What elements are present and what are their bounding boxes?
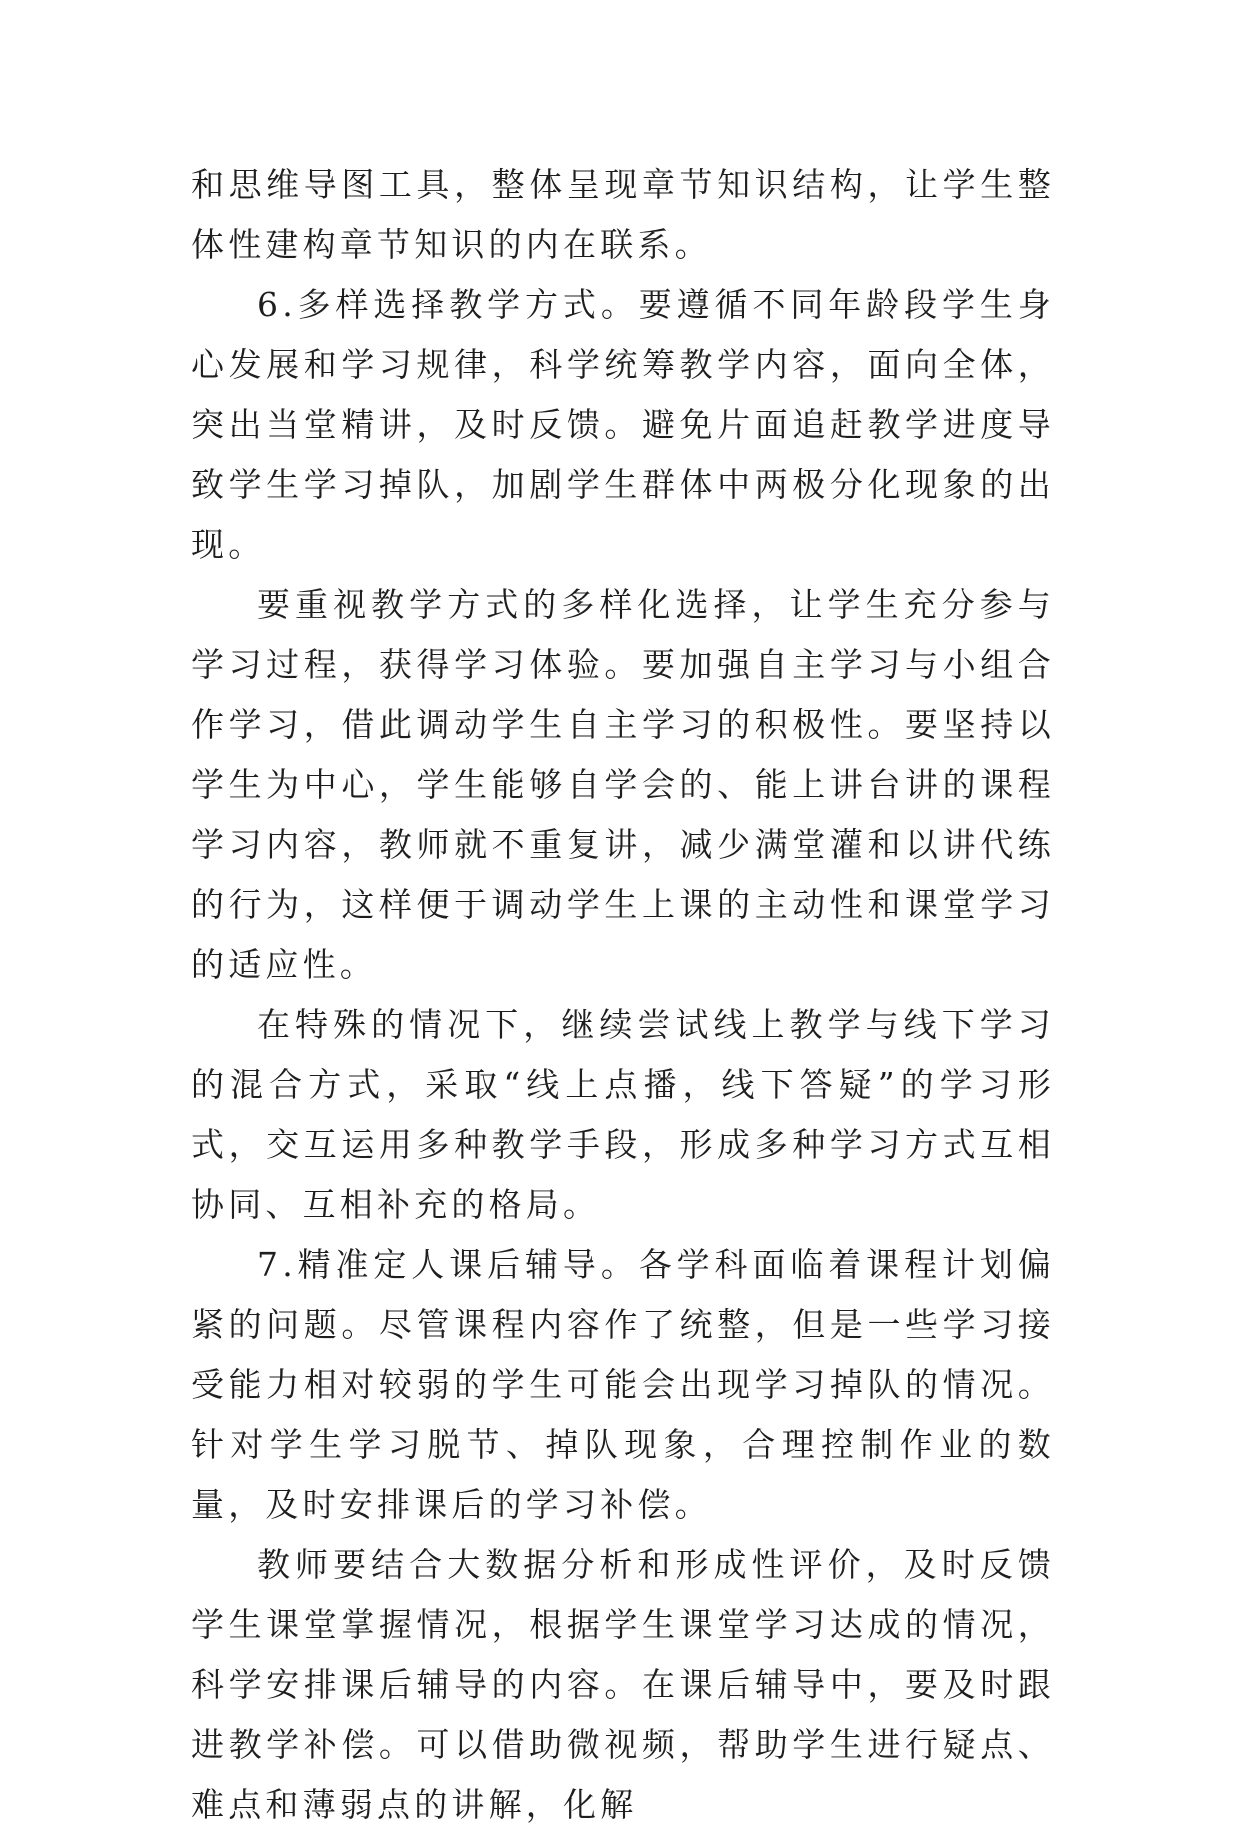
document-body	[191, 155, 1055, 1835]
paragraph-3: 要重视教学方式的多样化选择，让学生充分参与学习过程，获得学习体验。要加强自主学习与小组合作学习，借此调动学生自主学习的积极性。要坚持以学生为中心，学生能够自学会的、能上讲台讲的课程学习内容，教师就不重复讲，减少满堂灌和以讲代练的行为，这样便于调动学生上课的主动性和课堂学习的适应性。	[191, 585, 1055, 984]
paragraph-5: 7.精准定人课后辅导。各学科面临着课程计划偏紧的问题。尽管课程内容作了统整，但是一些学习接受能力相对较弱的学生可能会出现学习掉队的情况。针对学生学习脱节、掉队现象，合理控制作业的数量，及时安排课后的学习补偿。	[191, 1245, 1055, 1524]
paragraph-6: 教师要结合大数据分析和形成性评价，及时反馈学生课堂掌握情况，根据学生课堂学习达成的情况，科学安排课后辅导的内容。在课后辅导中，要及时跟进教学补偿。可以借助微视频，帮助学生进行疑点、难点和薄弱点的讲解，化解	[191, 1545, 1055, 1824]
paragraph-1: 和思维导图工具，整体呈现章节知识结构，让学生整体性建构章节知识的内在联系。	[191, 165, 1055, 264]
paragraph-2: 6.多样选择教学方式。要遵循不同年龄段学生身心发展和学习规律，科学统筹教学内容，面向全体，突出当堂精讲，及时反馈。避免片面追赶教学进度导致学生学习掉队，加剧学生群体中两极分化现象的出现。	[191, 285, 1055, 564]
paragraph-4: 在特殊的情况下，继续尝试线上教学与线下学习的混合方式，采取“线上点播，线下答疑”的学习形式，交互运用多种教学手段，形成多种学习方式互相协同、互相补充的格局。	[191, 1005, 1055, 1224]
